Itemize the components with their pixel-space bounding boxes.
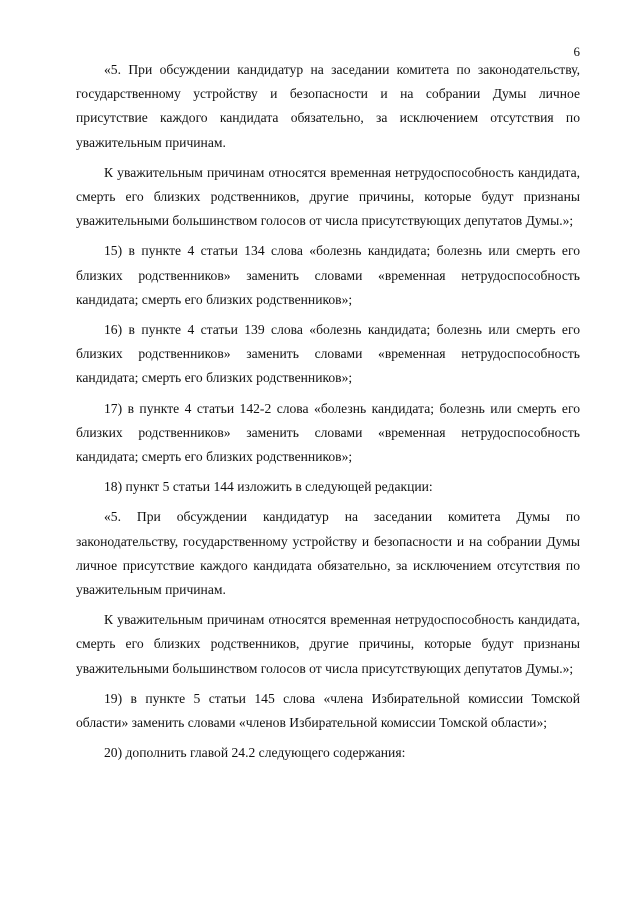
document-body	[76, 58, 580, 771]
paragraph-amendment-16: 16) в пункте 4 статьи 139 слова «болезнь кандидата; болезнь или смерть его близких родственников» заменить словами «временная нетрудоспособность кандидата; смерть его близких родственников»;	[76, 322, 580, 386]
paragraph-amendment-17: 17) в пункте 4 статьи 142-2 слова «болезнь кандидата; болезнь или смерть его близких родственников» заменить словами «временная нетрудоспособность кандидата; смерть его близких родственников»;	[76, 400, 580, 465]
paragraph-valid-reasons-repeat: К уважительным причинам относятся временная нетрудоспособность кандидата, смерть его близких родственников, другие причины, которые будут признаны уважительными большинством голосов от числа присутствующих депутатов Думы.»;	[76, 612, 580, 676]
paragraph-amendment-18: 18) пункт 5 статьи 144 изложить в следующей редакции:	[104, 479, 433, 495]
paragraph-amendment-15: 15) в пункте 4 статьи 134 слова «болезнь кандидата; болезнь или смерть его близких родственников» заменить словами «временная нетрудоспособность кандидата; смерть его близких родственников»;	[76, 243, 580, 307]
page-number: 6	[573, 44, 580, 59]
paragraph-item-5-new-wording: «5. При обсуждении кандидатур на заседании комитета Думы по законодательству, государственному устройству и безопасности и на собрании Думы личное присутствие каждого кандидата обязательно, за исключением отсутствия по уважительным причинам.	[76, 509, 580, 598]
paragraph-valid-reasons: К уважительным причинам относятся временная нетрудоспособность кандидата, смерть его близких родственников, другие причины, которые будут признаны уважительными большинством голосов от числа присутствующих депутатов Думы.»;	[76, 164, 580, 229]
paragraph-amendment-20: 20) дополнить главой 24.2 следующего содержания:	[104, 745, 406, 761]
paragraph-amendment-19: 19) в пункте 5 статьи 145 слова «члена Избирательной комиссии Томской области» заменить словами «членов Избирательной комиссии Томской области»;	[76, 690, 580, 731]
paragraph-item-5-intro: «5. При обсуждении кандидатур на заседании комитета по законодательству, государственному устройству и безопасности и на собрании Думы личное присутствие каждого кандидата обязательно, за исключением отсутствия по уважительным причинам.	[76, 62, 580, 150]
